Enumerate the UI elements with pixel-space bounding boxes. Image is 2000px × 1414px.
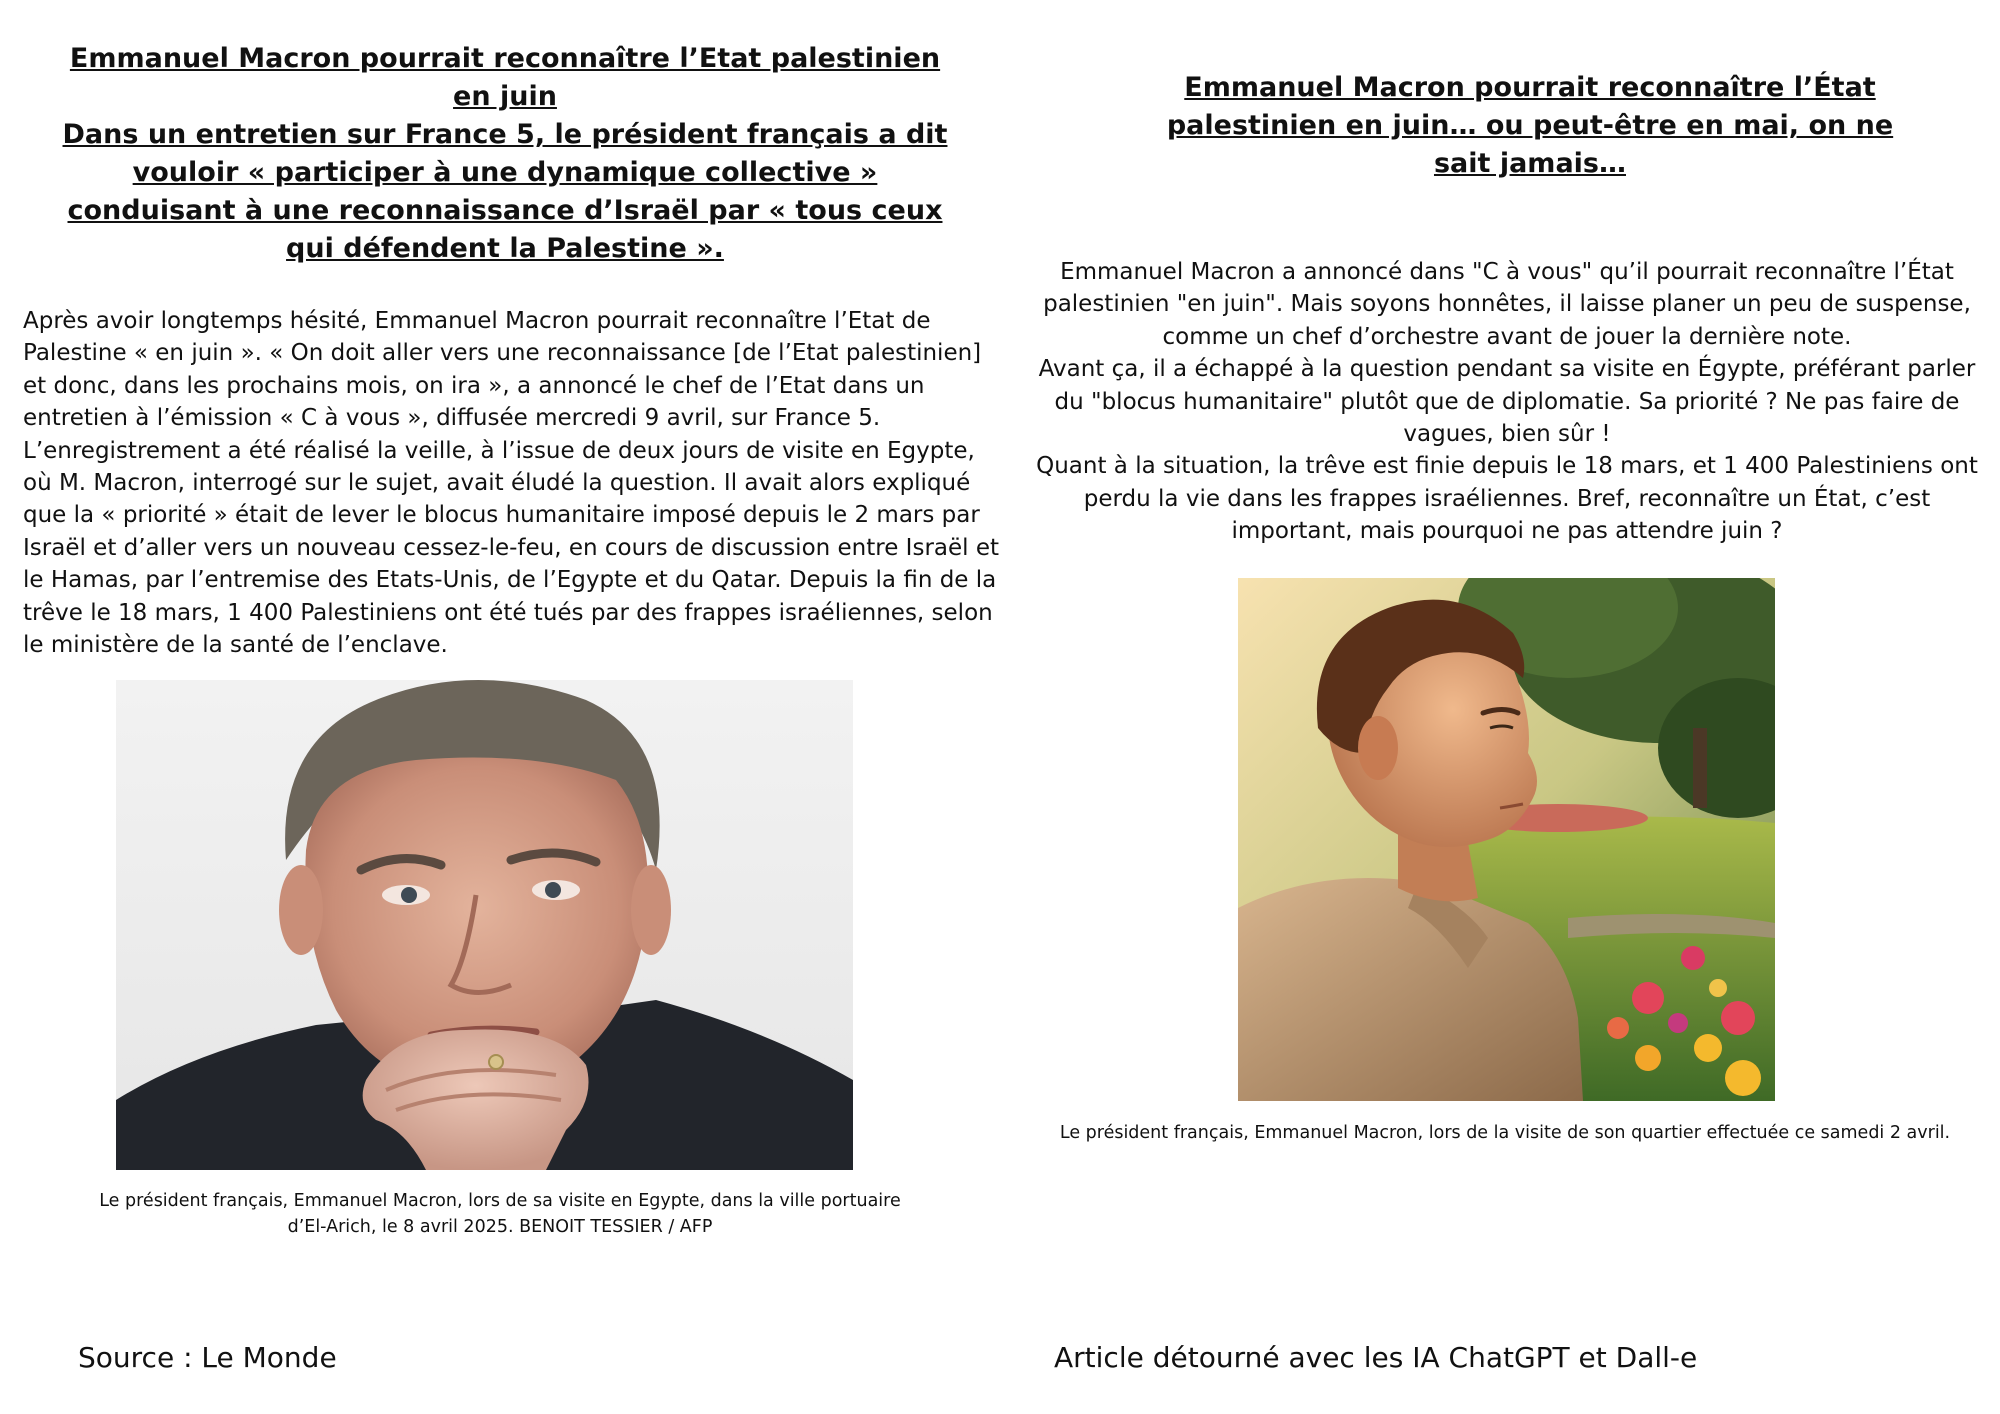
original-headline-block xyxy=(55,40,955,268)
original-subheadline: Dans un entretien sur France 5, le président français a dit vouloir « participer à une dynamique collective » conduisant à une reconnaissance d’Israël par « tous ceux qui défendent la Palestine ». xyxy=(62,119,948,264)
parody-paragraph-2: Avant ça, il a échappé à la question pendant sa visite en Égypte, préférant parler du "blocus humanitaire" plutôt que de diplomatie. Sa priorité ? Ne pas faire de vagues, bien sûr ! xyxy=(1038,356,1976,448)
original-body: Après avoir longtemps hésité, Emmanuel Macron pourrait reconnaître l’Etat de Palestine « en juin ». « On doit aller vers une reconnaissance [de l’Etat palestinien] et donc, dans les prochains mois, on ira », a annoncé le chef de l’Etat dans un entretien à l’émission « C à vous », diffusée mercredi 9 avril, sur France 5. L’enregistrement a été réalisé la veille, à l’issue de deux jours de visite en Egypte, où M. Macron, interrogé sur le sujet, avait éludé la question. Il avait alors expliqué que la « priorité » était de lever le blocus humanitaire imposé depuis le 2 mars par Israël et d’aller vers un nouveau cessez-le-feu, en cours de discussion entre Israël et le Hamas, par l’entremise des Etats-Unis, de l’Egypte et du Qatar. Depuis la fin de la trêve le 18 mars, 1 400 Palestiniens ont été tués par des frappes israéliennes, selon le ministère de la santé de l’enclave. xyxy=(23,308,1000,659)
parody-body xyxy=(1032,256,1982,548)
parody-source-note: Article détourné avec les IA ChatGPT et Dall-e xyxy=(1054,1341,1698,1374)
parody-headline: Emmanuel Macron pourrait reconnaître l’État palestinien en juin… ou peut-être en mai, on ne sait jamais… xyxy=(1166,72,1894,179)
parody-paragraph-3: Quant à la situation, la trêve est finie depuis le 18 mars, et 1 400 Palestiniens ont perdu la vie dans les frappes israéliennes. Bref, reconnaître un État, c’est important, mais pourquoi ne pas attendre juin ? xyxy=(1036,453,1978,545)
parody-photo-caption: Le président français, Emmanuel Macron, lors de la visite de son quartier effectuée ce samedi 2 avril. xyxy=(1059,1123,1951,1143)
original-headline: Emmanuel Macron pourrait reconnaître l’Etat palestinien en juin xyxy=(69,43,941,112)
original-source-note: Source : Le Monde xyxy=(78,1341,337,1374)
parody-paragraph-1: Emmanuel Macron a annoncé dans "C à vous" qu’il pourrait reconnaître l’État palestinien "en juin". Mais soyons honnêtes, il laisse planer un peu de suspense, comme un chef d’orchestre avant de jouer la dernière note. xyxy=(1043,259,1971,350)
original-photo xyxy=(116,680,853,1170)
original-photo-caption: Le président français, Emmanuel Macron, lors de sa visite en Egypte, dans la ville portuaire d’El-Arich, le 8 avril 2025. BENOIT TESSIER / AFP xyxy=(99,1191,901,1237)
parody-ai-photo xyxy=(1238,578,1775,1101)
